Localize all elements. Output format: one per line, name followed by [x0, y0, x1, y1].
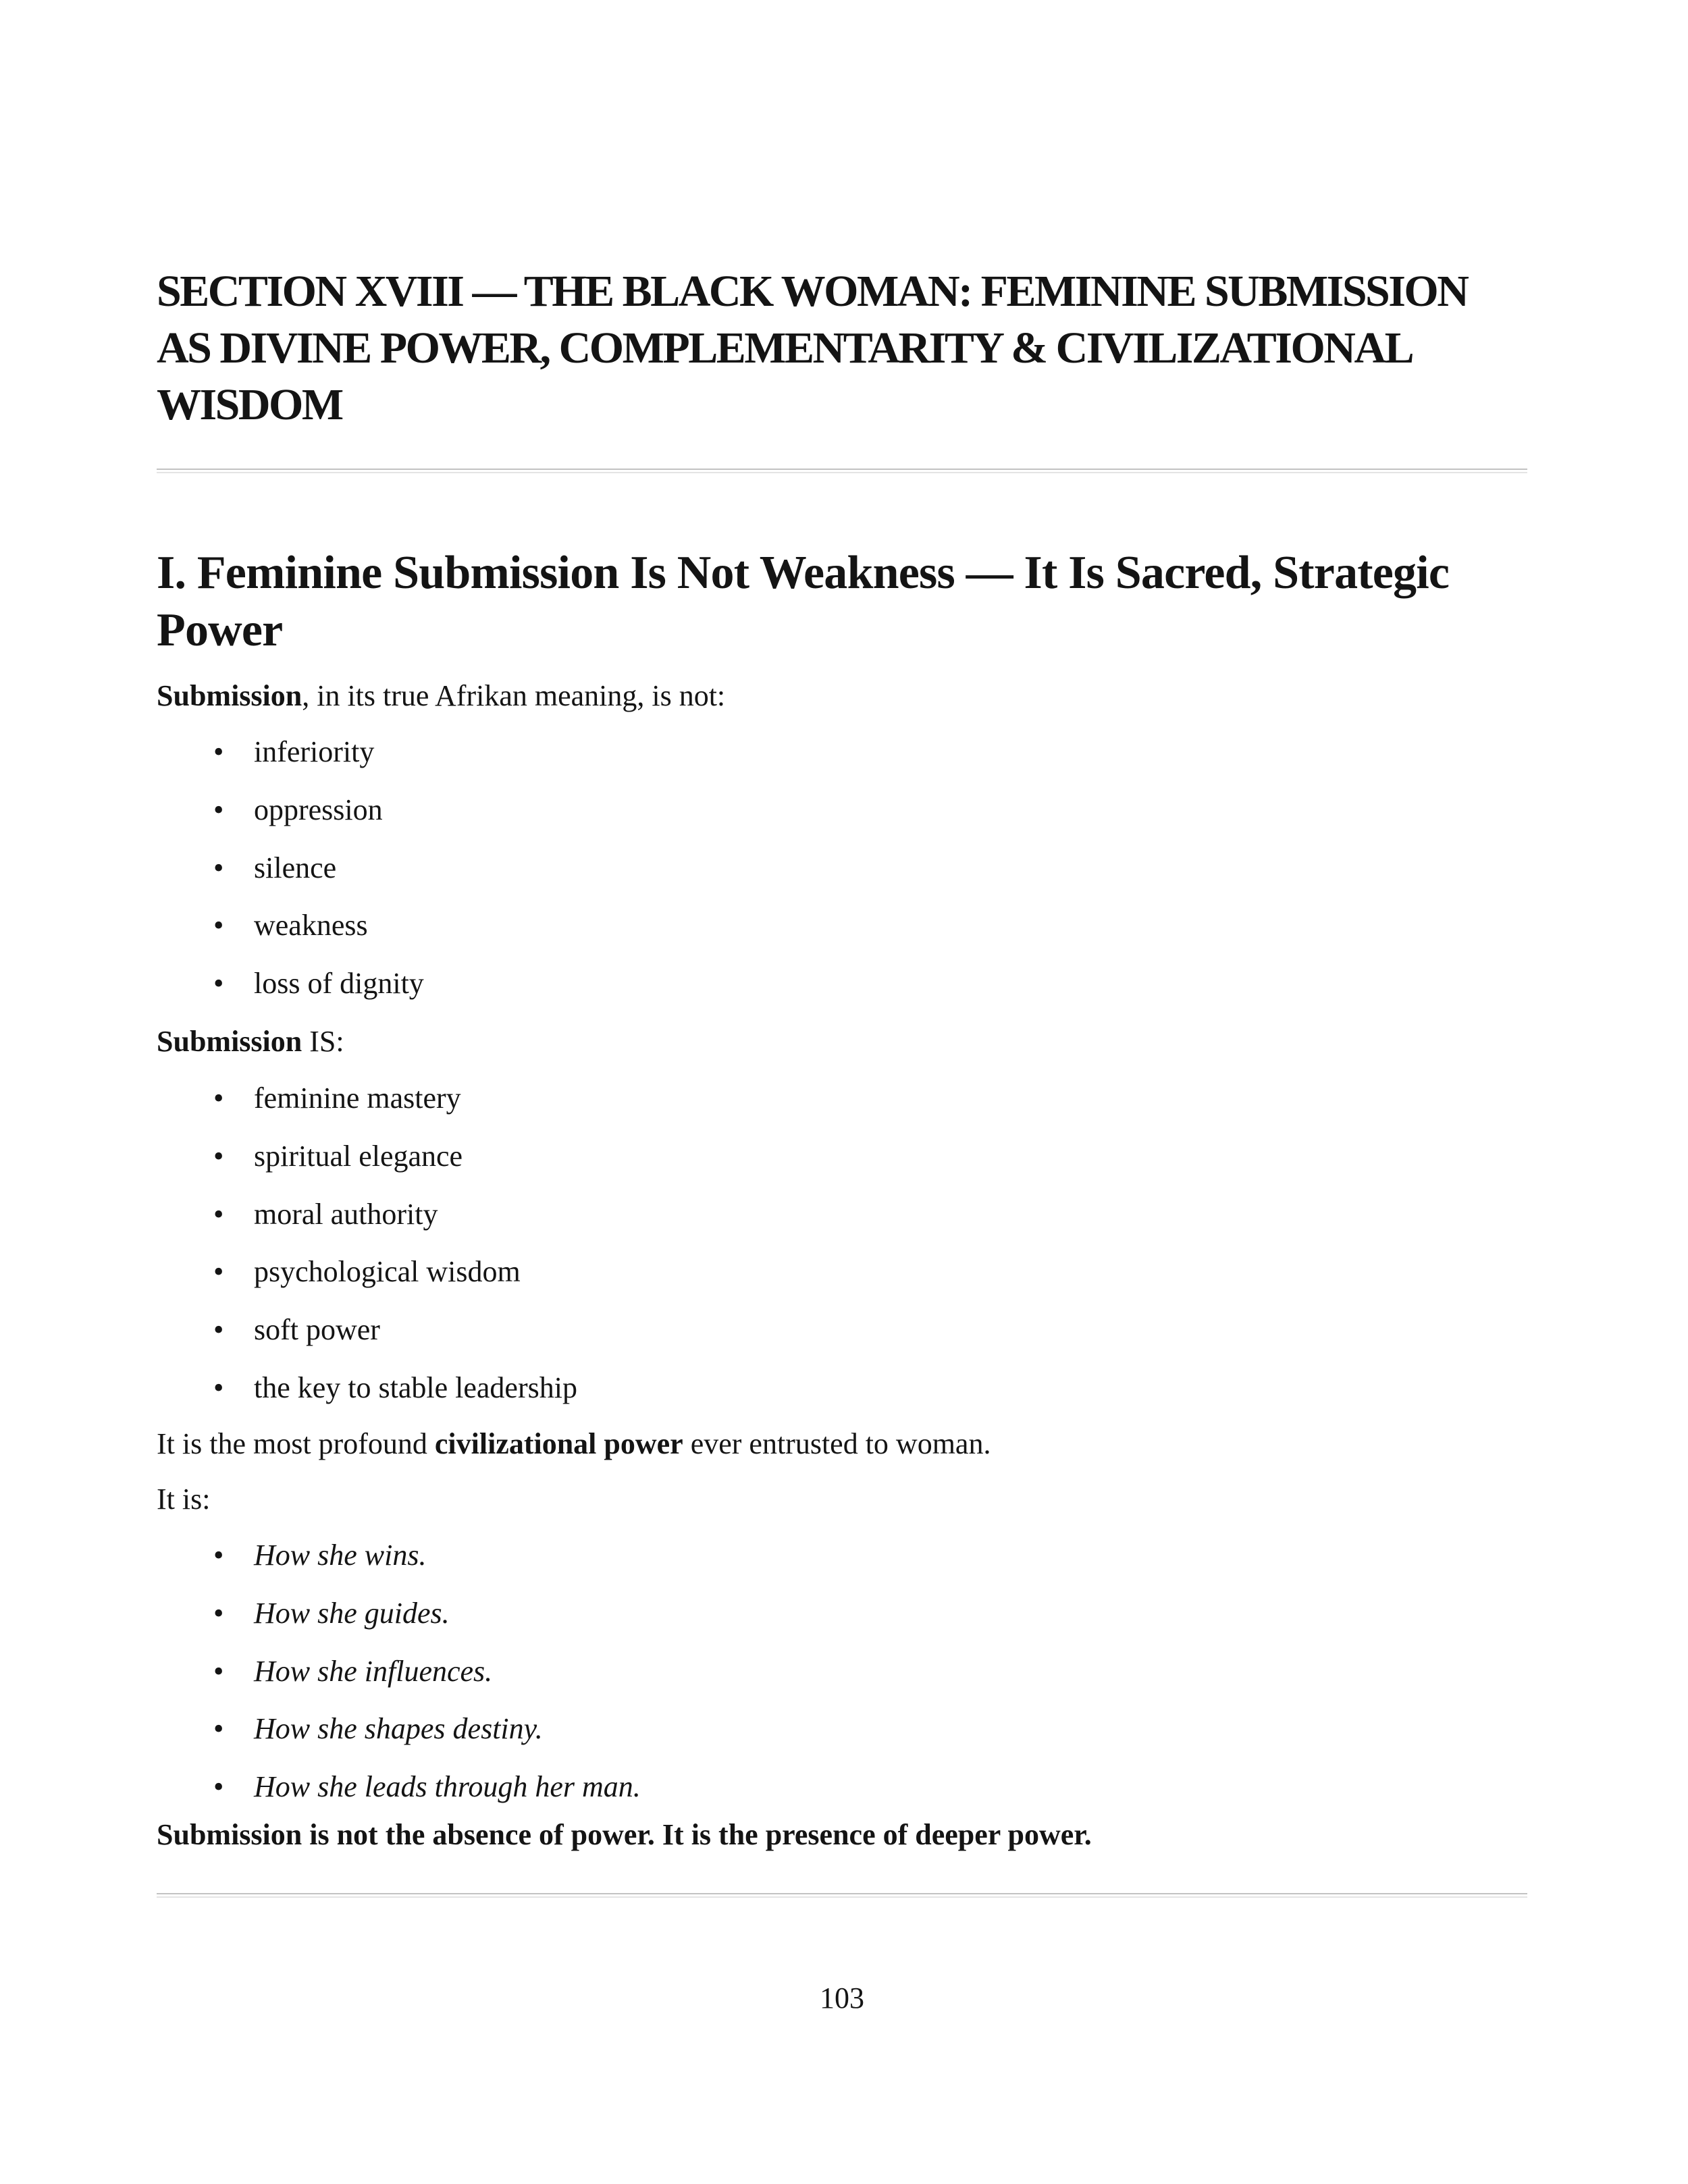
bullet-icon: •	[213, 1139, 224, 1173]
list-item-text: silence	[254, 851, 337, 884]
subsection-heading: I. Feminine Submission Is Not Weakness — It Is Sacred, Strategic Power	[157, 547, 1450, 656]
list-item-text: How she leads through her man.	[254, 1770, 641, 1804]
intro-text: , in its true Afrikan meaning, is not:	[302, 679, 726, 712]
list-item-text: oppression	[254, 793, 383, 826]
bullet-icon: •	[213, 1370, 224, 1404]
intro-bold-term: Submission	[157, 679, 302, 712]
intro-paragraph	[157, 677, 725, 715]
bullet-icon: •	[213, 967, 224, 1001]
is-intro-bold-term: Submission	[157, 1025, 302, 1058]
bullet-icon: •	[213, 735, 224, 768]
list-item-text: inferiority	[254, 735, 375, 768]
list-item-text: soft power	[254, 1313, 380, 1347]
list-item-text: psychological wisdom	[254, 1255, 521, 1289]
bullet-icon: •	[213, 1313, 224, 1347]
list-item-text: the key to stable leadership	[254, 1370, 577, 1404]
power-paragraph	[157, 1425, 991, 1463]
bullet-icon: •	[213, 1654, 224, 1688]
list-item-text: moral authority	[254, 1197, 438, 1231]
bullet-icon: •	[213, 1712, 224, 1746]
section-title: SECTION XVIII — THE BLACK WOMAN: FEMININE SUBMISSION AS DIVINE POWER, COMPLEMENTARITY & CIVILIZATIONAL WISDOM	[157, 267, 1468, 429]
closing-statement: Submission is not the absence of power. It is the presence of deeper power.	[157, 1818, 1092, 1851]
list-item-text: How she guides.	[254, 1596, 450, 1630]
document-page	[157, 0, 1527, 2184]
it-is-paragraph: It is:	[157, 1483, 211, 1516]
is-intro-text: IS:	[302, 1025, 344, 1058]
bullet-icon: •	[213, 1770, 224, 1804]
power-bold-term: civilizational power	[434, 1427, 683, 1460]
bullet-icon: •	[213, 793, 224, 826]
bullet-icon: •	[213, 1596, 224, 1630]
list-item-text: weakness	[254, 909, 368, 942]
list-item-text: How she shapes destiny.	[254, 1712, 543, 1746]
bullet-icon: •	[213, 851, 224, 884]
list-item-text: spiritual elegance	[254, 1139, 463, 1173]
bullet-icon: •	[213, 1539, 224, 1572]
list-item-text: loss of dignity	[254, 967, 424, 1001]
bullet-icon: •	[213, 909, 224, 942]
bullet-icon: •	[213, 1197, 224, 1231]
list-item-text: How she wins.	[254, 1539, 427, 1572]
list-item-text: feminine mastery	[254, 1082, 461, 1115]
power-text-before: It is the most profound	[157, 1427, 435, 1460]
power-text-after: ever entrusted to woman.	[683, 1427, 991, 1460]
is-intro-paragraph	[157, 1023, 344, 1061]
page-number: 103	[820, 1981, 864, 2015]
bullet-icon: •	[213, 1082, 224, 1115]
list-item-text: How she influences.	[254, 1654, 493, 1688]
horizontal-rule	[157, 469, 1527, 473]
horizontal-rule	[157, 1893, 1527, 1898]
bullet-icon: •	[213, 1255, 224, 1289]
